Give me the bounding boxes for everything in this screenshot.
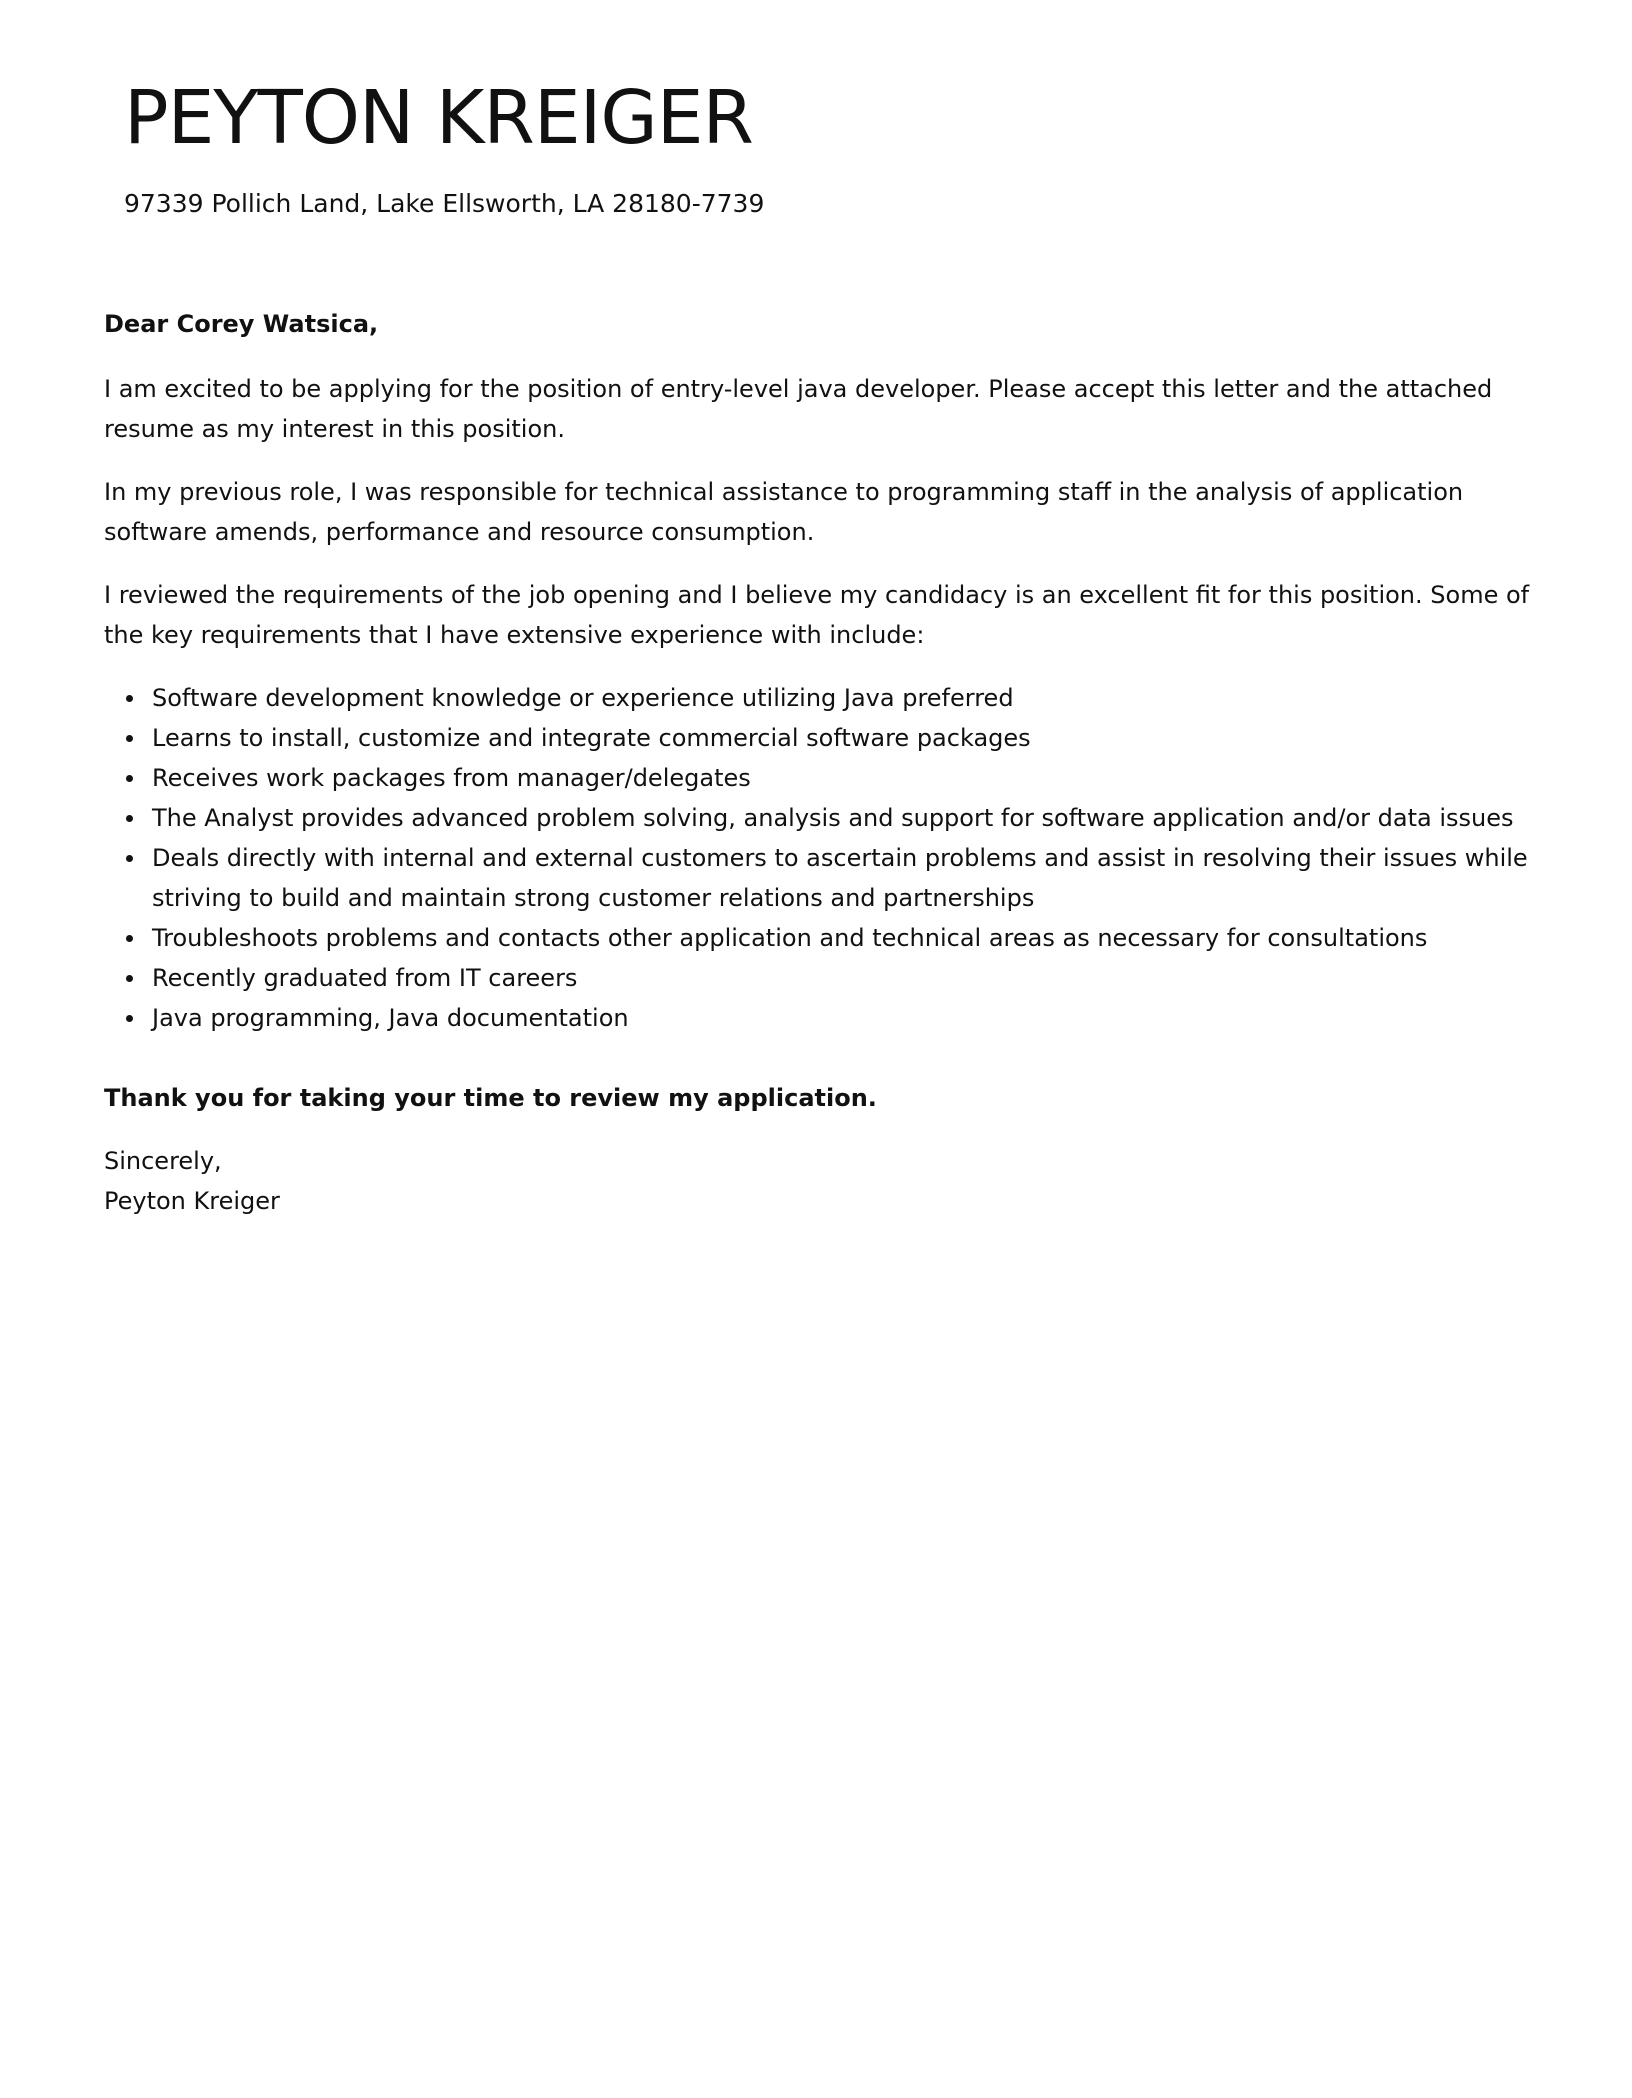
bullet-icon (126, 815, 133, 822)
list-item-text: Java programming, Java documentation (152, 1004, 629, 1032)
letter-header (124, 72, 1504, 222)
bullet-icon (126, 695, 133, 702)
bullet-icon (126, 935, 133, 942)
applicant-name: PEYTON KREIGER (124, 75, 753, 161)
paragraph-previous-role: In my previous role, I was responsible for technical assistance to programming staff in the analysis of application software amends, performance and resource consumption. (104, 478, 1464, 546)
salutation: Dear Corey Watsica, (104, 310, 379, 338)
list-item-text: Recently graduated from IT careers (152, 964, 578, 992)
list-item-text: Software development knowledge or experience utilizing Java preferred (152, 684, 1014, 712)
list-item (152, 998, 1534, 1038)
list-item-text: Receives work packages from manager/delegates (152, 764, 751, 792)
signature-name: Peyton Kreiger (104, 1187, 280, 1215)
list-item (152, 758, 1534, 798)
list-item (152, 798, 1534, 838)
requirements-list (104, 678, 1534, 1038)
list-item (152, 958, 1534, 998)
paragraph-requirements-intro: I reviewed the requirements of the job opening and I believe my candidacy is an excellent fit for this position. Some of the key requirements that I have extensive experience with include: (104, 581, 1530, 649)
list-item-text: Troubleshoots problems and contacts other application and technical areas as necessary for consultations (152, 924, 1428, 952)
bullet-icon (126, 1015, 133, 1022)
list-item-text: Deals directly with internal and external customers to ascertain problems and assist in resolving their issues while striving to build and maintain strong customer relations and partnerships (152, 844, 1528, 912)
list-item (152, 678, 1534, 718)
bullet-icon (126, 975, 133, 982)
letter-body (104, 304, 1534, 1221)
list-item-text: Learns to install, customize and integrate commercial software packages (152, 724, 1031, 752)
list-item (152, 838, 1534, 918)
bullet-icon (126, 855, 133, 862)
list-item-text: The Analyst provides advanced problem solving, analysis and support for software application and/or data issues (152, 804, 1514, 832)
closing-line: Thank you for taking your time to review my application. (104, 1084, 877, 1112)
bullet-icon (126, 775, 133, 782)
list-item (152, 918, 1534, 958)
applicant-address: 97339 Pollich Land, Lake Ellsworth, LA 28180-7739 (124, 189, 765, 218)
signoff: Sincerely, (104, 1147, 222, 1175)
paragraph-intro: I am excited to be applying for the position of entry-level java developer. Please accept this letter and the attached resume as my interest in this position. (104, 375, 1493, 443)
list-item (152, 718, 1534, 758)
bullet-icon (126, 735, 133, 742)
